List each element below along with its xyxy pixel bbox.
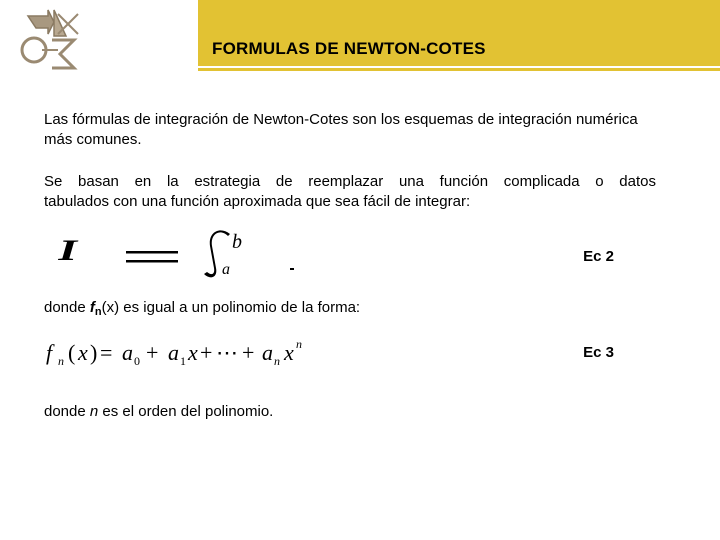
- svg-text:a: a: [168, 340, 179, 365]
- svg-text:n: n: [296, 337, 302, 351]
- svg-text:+: +: [146, 340, 159, 365]
- function-symbol: f: [89, 299, 95, 316]
- svg-text:+: +: [242, 340, 255, 365]
- svg-text:x: x: [284, 340, 294, 365]
- order-description: [44, 402, 656, 422]
- svg-text:n: n: [58, 354, 64, 368]
- header-divider: [198, 68, 720, 71]
- svg-text:x: x: [78, 340, 88, 365]
- svg-text:0: 0: [134, 354, 140, 368]
- strategy-line-2: tabulados con una función aproximada que sea fácil de integrar:: [44, 193, 471, 210]
- text-segment: donde: [44, 299, 90, 316]
- page-title: FORMULAS DE NEWTON-COTES: [212, 39, 486, 58]
- svg-text:b: b: [232, 231, 242, 253]
- svg-text:1: 1: [180, 354, 186, 368]
- svg-text:(: (: [68, 340, 76, 365]
- svg-text:a: a: [122, 340, 133, 365]
- svg-text:a: a: [222, 261, 230, 278]
- svg-text:f: f: [46, 340, 53, 365]
- text-segment: donde: [44, 403, 90, 420]
- text-segment: es el orden del polinomio.: [98, 403, 274, 420]
- equation-2-label: Ec 2: [583, 248, 614, 265]
- svg-text:=: =: [100, 340, 113, 365]
- polynomial-equation: [44, 334, 324, 374]
- svg-text:): ): [90, 340, 98, 365]
- equation-3-label: Ec 3: [583, 344, 614, 361]
- svg-text:a: a: [262, 340, 273, 365]
- integral-equation: [52, 226, 312, 282]
- function-subscript: n: [94, 306, 102, 318]
- polynomial-description: [44, 298, 656, 322]
- faculty-logo-icon: [14, 4, 84, 76]
- strategy-line-1: Se basan en la estrategia de reemplazar una función complicada o datos: [44, 173, 656, 190]
- intro-paragraph: Las fórmulas de integración de Newton-Cotes son los esquemas de integración numérica más comunes.: [44, 111, 638, 148]
- strategy-paragraph: [44, 172, 656, 212]
- svg-text:+: +: [200, 340, 213, 365]
- svg-text:x: x: [188, 340, 198, 365]
- svg-text:n: n: [274, 354, 280, 368]
- text-segment: (x) es igual a un polinomio de la forma:: [101, 299, 361, 316]
- svg-text:I: I: [58, 233, 78, 267]
- svg-text:⋯: ⋯: [216, 340, 238, 365]
- order-symbol: n: [89, 403, 99, 420]
